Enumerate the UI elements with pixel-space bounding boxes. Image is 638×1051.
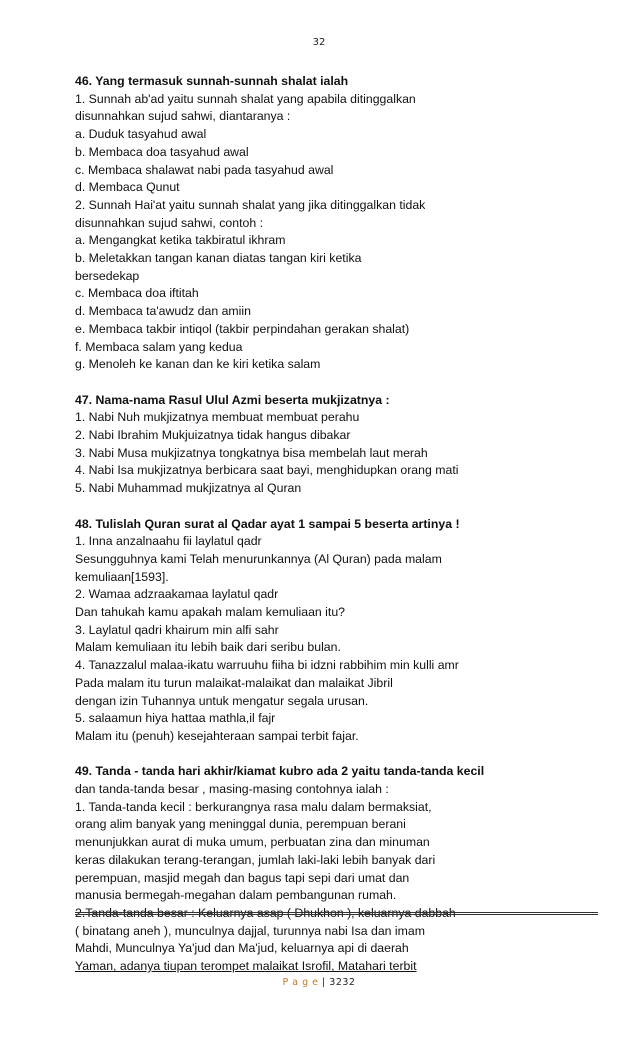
question-section (75, 73, 605, 374)
page-footer (0, 977, 638, 988)
footer-page-number: 3232 (329, 977, 356, 988)
page-number-top: 32 (312, 37, 326, 48)
answer-line: perempuan, masjid megah dan bagus tapi sepi dari umat dan (75, 870, 410, 885)
answer-line: 3. Nabi Musa mukjizatnya tongkatnya bisa membelah laut merah (75, 445, 428, 460)
answer-line: 3. Laylatul qadri khairum min alfi sahr (75, 622, 279, 637)
answer-line: 2. Nabi Ibrahim Mukjuizatnya tidak hangus dibakar (75, 428, 351, 443)
document-body (75, 73, 605, 976)
answer-line: keras dilakukan terang-terangan, jumlah laki-laki lebih banyak dari (75, 852, 436, 867)
question-heading: 49. Tanda - tanda hari akhir/kiamat kubro ada 2 yaitu tanda-tanda kecil (75, 764, 485, 779)
question-section (75, 392, 605, 498)
answer-line: d. Membaca ta'awudz dan amiin (75, 304, 251, 319)
answer-line: 1. Sunnah ab'ad yaitu sunnah shalat yang apabila ditinggalkan (75, 91, 416, 106)
answer-line: Yaman, adanya tiupan terompet malaikat Isrofil, Matahari terbit (75, 959, 417, 974)
bottom-double-rule (75, 912, 598, 915)
question-section (75, 516, 605, 746)
footer-page-label: P a g e (282, 977, 319, 988)
answer-line: 2. Wamaa adzraakamaa laylatul qadr (75, 587, 279, 602)
answer-line: 4. Nabi Isa mukjizatnya berbicara saat bayi, menghidupkan orang mati (75, 463, 459, 478)
answer-line: bersedekap (75, 268, 140, 283)
answer-line: disunnahkan sujud sahwi, diantaranya : (75, 109, 291, 124)
answer-line: 4. Tanazzalul malaa-ikatu warruuhu fiiha bi idzni rabbihim min kulli amr (75, 658, 459, 673)
question-heading: 46. Yang termasuk sunnah-sunnah shalat ialah (75, 74, 349, 88)
answer-line: Dan tahukah kamu apakah malam kemuliaan itu? (75, 605, 346, 620)
answer-line: 5. salaamun hiya hattaa mathla,il fajr (75, 711, 276, 726)
answer-line: Sesungguhnya kami Telah menurunkannya (Al Quran) pada malam (75, 551, 442, 566)
answer-line: b. Meletakkan tangan kanan diatas tangan kiri ketika (75, 251, 362, 266)
answer-line: Mahdi, Munculnya Ya'jud dan Ma'jud, keluarnya api di daerah (75, 941, 409, 956)
answer-line: a. Duduk tasyahud awal (75, 127, 207, 142)
answer-line: menunjukkan aurat di muka umum, perbuatan zina dan minuman (75, 835, 430, 850)
answer-line: g. Menoleh ke kanan dan ke kiri ketika salam (75, 357, 321, 372)
answer-line: e. Membaca takbir intiqol (takbir perpindahan gerakan shalat) (75, 321, 410, 336)
answer-line: c. Membaca doa iftitah (75, 286, 199, 301)
answer-line: d. Membaca Qunut (75, 180, 180, 195)
answer-line: c. Membaca shalawat nabi pada tasyahud awal (75, 162, 334, 177)
answer-line: orang alim banyak yang meninggal dunia, perempuan berani (75, 817, 406, 832)
answer-line: disunnahkan sujud sahwi, contoh : (75, 215, 263, 230)
answer-line: f. Membaca salam yang kedua (75, 339, 243, 354)
answer-line: dan tanda-tanda besar , masing-masing contohnya ialah : (75, 782, 389, 797)
question-section (75, 763, 605, 975)
answer-line: a. Mengangkat ketika takbiratul ikhram (75, 233, 286, 248)
answer-line: Pada malam itu turun malaikat-malaikat dan malaikat Jibril (75, 675, 393, 690)
answer-line: 1. Inna anzalnaahu fii laylatul qadr (75, 534, 262, 549)
footer-separator: | (322, 977, 326, 988)
question-heading: 48. Tulislah Quran surat al Qadar ayat 1 sampai 5 beserta artinya ! (75, 516, 460, 531)
answer-line: Malam kemuliaan itu lebih baik dari seribu bulan. (75, 640, 341, 655)
answer-line: 2. Sunnah Hai'at yaitu sunnah shalat yang jika ditinggalkan tidak (75, 197, 426, 212)
answer-line: ( binatang aneh ), munculnya dajjal, turunnya nabi Isa dan imam (75, 923, 425, 938)
answer-line: b. Membaca doa tasyahud awal (75, 144, 249, 159)
answer-line: 5. Nabi Muhammad mukjizatnya al Quran (75, 481, 302, 496)
answer-line: dengan izin Tuhannya untuk mengatur segala urusan. (75, 693, 369, 708)
answer-line: kemuliaan[1593]. (75, 569, 169, 584)
answer-line: manusia bermegah-megahan dalam pembangunan rumah. (75, 888, 397, 903)
answer-line: 2.Tanda-tanda besar : Keluarnya asap ( Dhukhon ), keluarnya dabbah (75, 906, 456, 920)
answer-line: 1. Tanda-tanda kecil : berkurangnya rasa malu dalam bermaksiat, (75, 799, 432, 814)
question-heading: 47. Nama-nama Rasul Ulul Azmi beserta mukjizatnya : (75, 392, 390, 407)
answer-line: 1. Nabi Nuh mukjizatnya membuat membuat perahu (75, 410, 360, 425)
answer-line: Malam itu (penuh) kesejahteraan sampai terbit fajar. (75, 728, 359, 743)
